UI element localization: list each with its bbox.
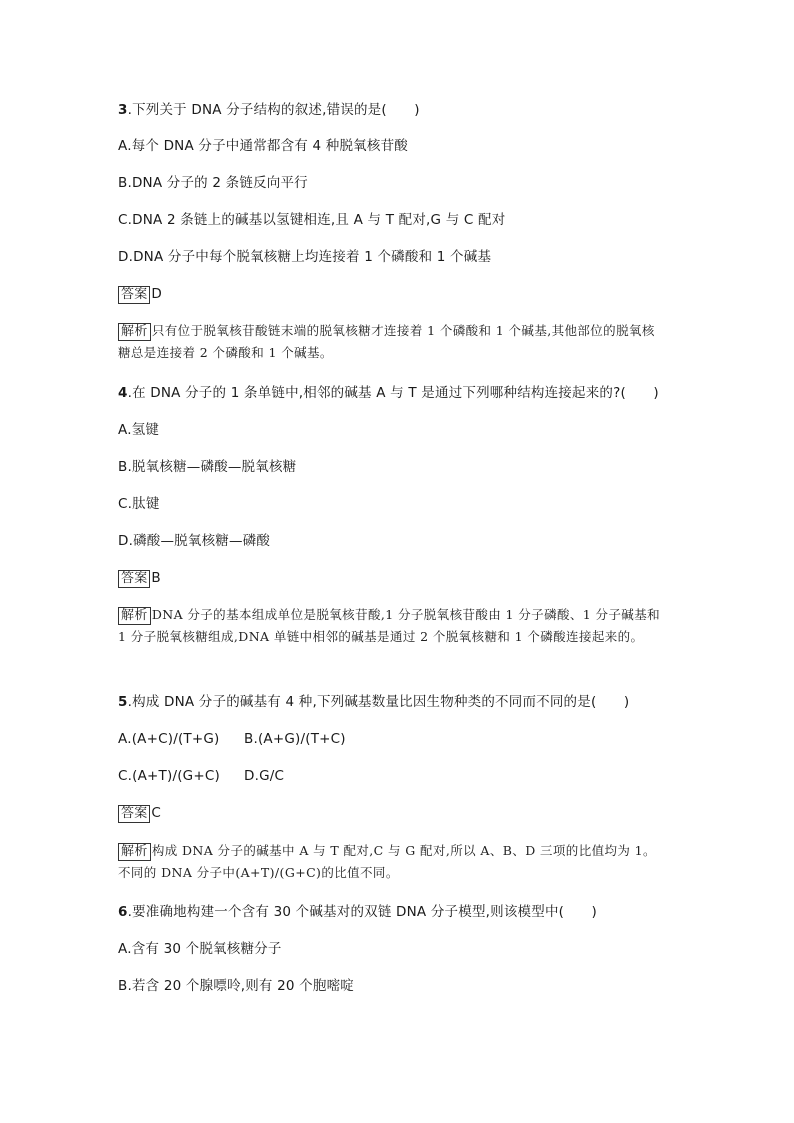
answer-value: D [151,286,163,302]
answer-tag: 答案 [118,805,150,823]
question-number: 6 [118,904,128,920]
question-text: .下列关于 DNA 分子结构的叙述,错误的是( ) [127,102,420,118]
option-a: A.(A+C)/(T+G) [118,731,220,747]
option-a: A.含有 30 个脱氧核糖分子 [118,941,282,957]
option-d: D.磷酸—脱氧核糖—磷酸 [118,533,271,549]
explanation-text: 构成 DNA 分子的碱基中 A 与 T 配对,C 与 G 配对,所以 A、B、D 三项的比值均为 1。不同的 DNA 分子中(A+T)/(G+C)的比值不同。 [118,843,656,880]
question-number: 5 [118,694,128,710]
option-a: A.氢键 [118,422,160,438]
answer-tag: 答案 [118,570,150,588]
question-4-stem [118,384,659,402]
option-c: C.DNA 2 条链上的碱基以氢键相连,且 A 与 T 配对,G 与 C 配对 [118,212,506,228]
question-number: 3 [118,102,128,118]
option-a: A.每个 DNA 分子中通常都含有 4 种脱氧核苷酸 [118,138,408,154]
explanation [118,840,663,884]
question-text: .在 DNA 分子的 1 条单链中,相邻的碱基 A 与 T 是通过下列哪种结构连接起来的?( ) [127,385,659,401]
answer-row [118,569,161,588]
explanation-tag: 解析 [118,323,151,341]
explanation-text: 只有位于脱氧核苷酸链末端的脱氧核糖才连接着 1 个磷酸和 1 个碱基,其他部位的脱氧核糖总是连接着 2 个磷酸和 1 个碱基。 [118,323,655,360]
explanation-text: DNA 分子的基本组成单位是脱氧核苷酸,1 分子脱氧核苷酸由 1 分子磷酸、1 分子碱基和 1 分子脱氧核糖组成,DNA 单链中相邻的碱基是通过 2 个脱氧核糖和 1 个磷酸连接起来的。 [118,607,660,644]
question-text: .构成 DNA 分子的碱基有 4 种,下列碱基数量比因生物种类的不同而不同的是( ) [127,694,630,710]
option-b: B.DNA 分子的 2 条链反向平行 [118,175,308,191]
explanation-tag: 解析 [118,607,151,625]
option-b: B.脱氧核糖—磷酸—脱氧核糖 [118,459,297,475]
question-3-stem [118,101,420,119]
option-row-ab [118,730,346,748]
explanation-tag: 解析 [118,843,151,861]
option-c: C.(A+T)/(G+C) [118,768,220,784]
question-number: 4 [118,385,128,401]
question-text: .要准确地构建一个含有 30 个碱基对的双链 DNA 分子模型,则该模型中( ) [127,904,597,920]
option-d: D.G/C [244,768,285,784]
answer-value: B [151,570,161,586]
option-b: B.若含 20 个腺嘌呤,则有 20 个胞嘧啶 [118,978,354,994]
answer-row [118,804,161,823]
option-c: C.肽键 [118,496,160,512]
question-6-stem [118,903,597,921]
answer-tag: 答案 [118,286,150,304]
option-row-cd [118,767,284,785]
answer-row [118,285,162,304]
question-5-stem [118,693,629,711]
option-b: B.(A+G)/(T+C) [244,731,346,747]
option-d: D.DNA 分子中每个脱氧核糖上均连接着 1 个磷酸和 1 个碱基 [118,249,492,265]
explanation [118,604,663,648]
answer-value: C [151,805,162,821]
explanation [118,320,663,364]
